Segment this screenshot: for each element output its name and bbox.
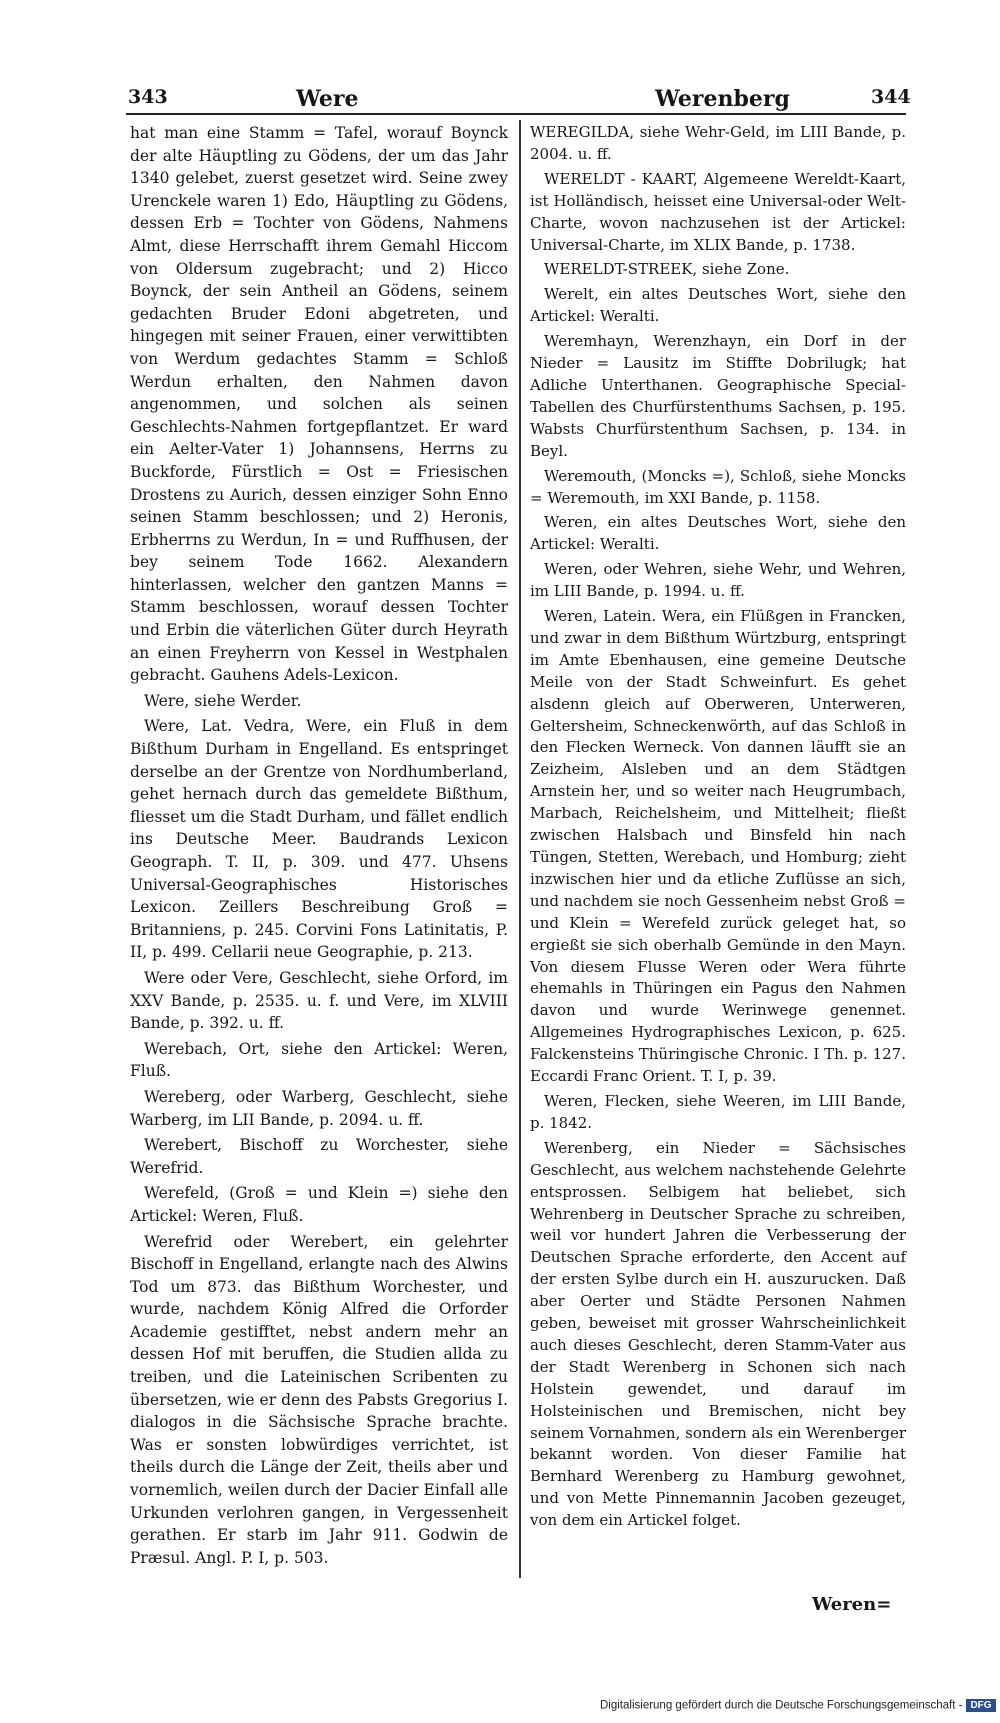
right-paragraph: Werelt, ein altes Deutsches Wort, siehe den Artickel: Weralti. <box>530 285 906 326</box>
right-running-head: Werenberg <box>655 86 790 112</box>
digitization-footer <box>600 1699 992 1717</box>
right-paragraph: Werenberg, ein Nieder = Sächsisches Geschlecht, aus welchem nachstehende Gelehrte entsprossen. Selbigem hat beliebet, sich Wehrenberg in Deutscher Sprache zu schreiben, weil vor hundert Jahren die Verbesserung der Deutschen Sprache erforderte, den Accent auf der ersten Sylbe durch ein H. auszurucken. Daß aber Oerter und Städte Personen Nahmen geben, beweiset mit grosser Wahrscheinlichkeit auch dieses Geschlecht, deren Stamm-Vater aus der Stadt Werenberg in Schonen sich nach Holstein gewendet, und darauf im Holsteinischen und Bremischen, nicht bey seinem Vornahmen, sondern als ein Werenberger bekannt worden. Von dieser Familie hat Bernhard Werenberg zu Hamburg gewohnet, und von Mette Pinnemannin Jacoben gezeuget, von dem ein Artickel folget. <box>530 1138 906 1530</box>
left-paragraph: Were oder Vere, Geschlecht, siehe Orford, im XXV Bande, p. 2535. u. f. und Vere, im XLVIII Bande, p. 392. u. ff. <box>130 968 508 1033</box>
right-paragraph: WERELDT-STREEK, siehe Zone. <box>544 260 790 279</box>
dfg-logo: DFG <box>966 1699 995 1712</box>
left-page-number: 343 <box>128 86 168 108</box>
left-paragraph: Were, siehe Werder. <box>144 691 302 710</box>
left-paragraph: Werebach, Ort, siehe den Artickel: Weren, Fluß. <box>130 1039 508 1081</box>
right-paragraph: Weren, Flecken, siehe Weeren, im LIII Bande, p. 1842. <box>530 1091 906 1132</box>
left-paragraph: hat man eine Stamm = Tafel, worauf Boynck der alte Häuptling zu Gödens, der um das Jahr 1340 gelebet, zuerst gesetzet wird. Seine zwey Urenckele waren 1) Edo, Häuptling zu Gödens, dessen Erb = Tochter von Gödens, Nahmens Almt, diese Herrschafft ihrem Gemahl Hiccom von Oldersum zugebracht; und 2) Hicco Boynck, der sein Antheil an Gödens, seinem gedachten Bruder Edoni abgetreten, und hingegen mit seiner Frauen, einer verwittibten von Werdum gedachtes Stamm = Schloß Werdun erhalten, den Nahmen davon angenommen, und solchen als seinen Geschlechts-Nahmen fortgepflantzet. Er ward ein Aelter-Vater 1) Johannsens, Herrns zu Buckforde, Fürstlich = Ost = Friesischen Drostens zu Aurich, dessen einziger Sohn Enno seinen Stamm beschlossen; und 2) Heronis, Erbherrns zu Werdun, In = und Ruffhusen, der bey seinem Tode 1662. Alexandern hinterlassen, welcher den gantzen Manns = Stamm beschlossen, worauf dessen Tochter und Erbin die väterlichen Güter durch Heyrath an einen Freyherrn von Kessel in Westphalen gebracht. Gauhens Adels-Lexicon. <box>130 124 508 685</box>
right-paragraph: WERELDT - KAART, Algemeene Wereldt-Kaart, ist Holländisch, heisset eine Universal-oder Welt-Charte, wovon nachzusehen ist der Artickel: Universal-Charte, im XLIX Bande, p. 1738. <box>530 169 906 254</box>
right-paragraph: Weren, ein altes Deutsches Wort, siehe den Artickel: Weralti. <box>530 513 906 554</box>
right-paragraph: Weren, Latein. Wera, ein Flüßgen in Francken, und zwar in dem Bißthum Würtzburg, entspringt im Amte Ebenhausen, eine gemeine Deutsche Meile von der Stadt Schweinfurt. Es gehet alsdenn gleich auf Oberweren, Unterweren, Geltersheim, Schneckenwörth, auf das Schloß in den Flecken Werneck. Von dannen läufft sie an Zeizheim, Alsleben und an dem Städtgen Arnstein her, und so weiter nach Heugrumbach, Marbach, Reichelsheim, und Mittelheit; fließt zwischen Halsbach und Binsfeld hin nach Tüngen, Stetten, Werebach, und Homburg; zieht inzwischen hier und da etliche Zuflüsse an sich, und nachdem sie noch Gessenheim nebst Groß = und Klein = Werefeld zurück geleget hat, so ergießt sie sich oberhalb Gemünde in den Mayn. Von diesem Flusse Weren oder Wera führte ehemahls in Thüringen ein Pagus den Nahmen davon und wurde Werinwege genennet. Allgemeines Hydrographisches Lexicon, p. 625. Falckensteins Thüringische Chronic. I Th. p. 127. Eccardi Franc Orient. T. I, p. 39. <box>530 607 906 1086</box>
right-paragraph: WEREGILDA, siehe Wehr-Geld, im LIII Bande, p. 2004. u. ff. <box>530 123 906 163</box>
left-paragraph: Wereberg, oder Warberg, Geschlecht, siehe Warberg, im LII Bande, p. 2094. u. ff. <box>130 1087 508 1129</box>
left-paragraph: Werefeld, (Groß = und Klein =) siehe den Artickel: Weren, Fluß. <box>130 1184 508 1225</box>
header-rule <box>126 113 906 115</box>
footer-text: Digitalisierung gefördert durch die Deutsche Forschungsgemeinschaft - <box>600 1699 963 1712</box>
left-paragraph: Werefrid oder Werebert, ein gelehrter Bischoff in Engelland, erlangte nach des Alwins Tod um 873. das Bißthum Worchester, und wurde, nachdem König Alfred die Orforder Academie gestifftet, nebst andern mehr an dessen Hof mit beruffen, die Studien allda zu treiben, und die Lateinischen Scribenten zu übersetzen, wie er denn des Pabsts Gregorius I. dialogos in die Sächsische Sprache brachte. Was er sonsten lobwürdiges verrichtet, ist theils durch die Länge der Zeit, theils aber und vornemlich, weilen durch der Dacier Einfall alle Urkunden verlohren gangen, in Vergessenheit gerathen. Er starb im Jahr 911. Godwin de Præsul. Angl. P. I, p. 503. <box>130 1232 508 1567</box>
catchword: Weren= <box>812 1594 892 1615</box>
right-paragraph: Weremouth, (Moncks =), Schloß, siehe Moncks = Weremouth, im XXI Bande, p. 1158. <box>530 466 906 507</box>
left-paragraph: Were, Lat. Vedra, Were, ein Fluß in dem Bißthum Durham in Engelland. Es entspringet derselbe an der Grentze von Nordhumberland, gehet hernach durch das gemeldete Bißthum, fliesset um die Stadt Durham, und fället endlich ins Deutsche Meer. Baudrands Lexicon Geograph. T. II, p. 309. und 477. Uhsens Universal-Geographisches Historisches Lexicon. Zeillers Beschreibung Groß = Britanniens, p. 245. Corvini Fons Latinitatis, P. II, p. 499. Cellarii neue Geographie, p. 213. <box>130 717 508 962</box>
right-page-number: 344 <box>871 86 911 108</box>
left-column <box>130 122 508 1572</box>
right-paragraph: Weremhayn, Werenzhayn, ein Dorf in der Nieder = Lausitz im Stiffte Dobrilugk; hat Adliche Unterthanen. Geographische Special-Tabellen des Churfürstenthums Sachsen, p. 195. Wabsts Churfürstenthum Sachsen, p. 134. in Beyl. <box>530 332 906 460</box>
left-paragraph: Werebert, Bischoff zu Worchester, siehe Werefrid. <box>130 1136 508 1177</box>
left-running-head: Were <box>296 86 359 112</box>
column-divider <box>519 120 521 1578</box>
right-column <box>530 122 906 1535</box>
right-paragraph: Weren, oder Wehren, siehe Wehr, und Wehren, im LIII Bande, p. 1994. u. ff. <box>530 560 906 601</box>
